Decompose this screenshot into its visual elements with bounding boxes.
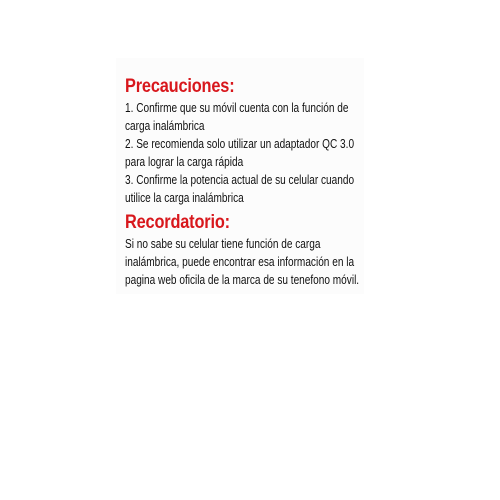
precautions-line: 2. Se recomienda solo utilizar un adaptador QC 3.0 bbox=[125, 137, 355, 151]
reminder-heading: Recordatorio: bbox=[125, 212, 230, 233]
instructions-content bbox=[125, 77, 375, 289]
precautions-line: 1. Confirme que su móvil cuenta con la función de bbox=[125, 101, 349, 115]
reminder-text bbox=[125, 235, 375, 289]
precautions-line: para lograr la carga rápida bbox=[125, 155, 244, 169]
reminder-line: inalámbrica, puede encontrar esa información en la bbox=[125, 255, 355, 269]
precautions-heading: Precauciones: bbox=[125, 76, 235, 97]
precautions-line: 3. Confirme la potencia actual de su celular cuando bbox=[125, 173, 355, 187]
precautions-line: carga inalámbrica bbox=[125, 119, 205, 133]
reminder-line: pagina web oficila de la marca de su tenefono móvil. bbox=[125, 273, 360, 287]
reminder-line: Si no sabe su celular tiene función de carga bbox=[125, 237, 321, 251]
precautions-list bbox=[125, 99, 375, 207]
precautions-line: utilice la carga inalámbrica bbox=[125, 191, 244, 205]
